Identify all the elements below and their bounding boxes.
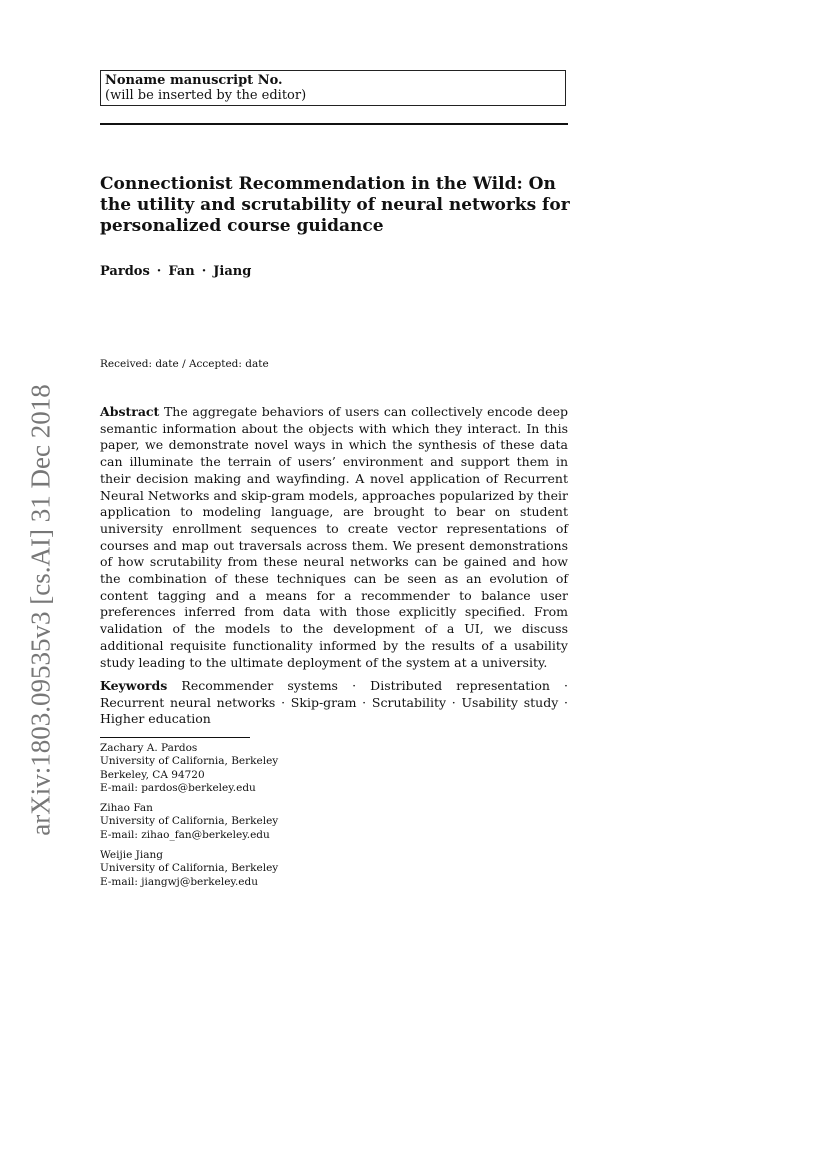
author-list — [100, 264, 251, 279]
author-separator: · — [201, 264, 207, 279]
affiliation-org: University of California, Berkeley — [100, 755, 279, 768]
abstract — [100, 404, 568, 671]
keywords — [100, 678, 568, 728]
author-separator: · — [156, 264, 162, 279]
arxiv-stamp: arXiv:1803.09535v3 [cs.AI] 31 Dec 2018 — [25, 384, 56, 836]
editor-note: (will be inserted by the editor) — [105, 88, 307, 103]
affiliation-city: Berkeley, CA 94720 — [100, 768, 205, 781]
affiliation-fan — [100, 802, 278, 842]
affiliation-email: E-mail: pardos@berkeley.edu — [100, 781, 256, 794]
footnote-rule — [100, 737, 250, 738]
affiliation-name: Zihao Fan — [100, 802, 153, 814]
affiliation-name: Weijie Jiang — [100, 849, 163, 861]
abstract-label: Abstract — [100, 404, 160, 419]
keywords-text: Recommender systems · Distributed representation · Recurrent neural networks · Skip-gram · Scrutability · Usability study · Higher education — [100, 678, 568, 727]
affiliation-org: University of California, Berkeley — [100, 862, 279, 875]
author-name: Jiang — [213, 264, 252, 279]
affiliation-email: E-mail: zihao_fan@berkeley.edu — [100, 828, 270, 841]
received-date: Received: date / Accepted: date — [100, 358, 269, 370]
affiliation-jiang — [100, 849, 278, 889]
manuscript-number: Noname manuscript No. — [105, 73, 283, 88]
paper-title: Connectionist Recommendation in the Wild: On the utility and scrutability of neural networks for personalized course guidance — [100, 174, 570, 236]
header-rule — [100, 123, 568, 125]
affiliation-name: Zachary A. Pardos — [100, 742, 198, 754]
author-name: Fan — [168, 264, 195, 279]
affiliation-pardos — [100, 742, 278, 795]
editor-box — [100, 70, 566, 106]
abstract-text: The aggregate behaviors of users can collectively encode deep semantic information about the objects with which they interact. In this paper, we demonstrate novel ways in which the synthesis of these data can illuminate the terrain of users’ environment and support them in their decision making and wayfinding. A novel application of Recurrent Neural Networks and skip-gram models, approaches popularized by their application to modeling language, are brought to bear on student university enrollment sequences to create vector representations of courses and map out traversals across them. We present demonstrations of how scrutability from these neural networks can be gained and how the combination of these techniques can be seen as an evolution of content tagging and a means for a recommender to balance user preferences inferred from data with those explicitly specified. From validation of the models to the development of a UI, we discuss additional requisite functionality informed by the results of a usability study leading to the ultimate deployment of the system at a university. — [100, 404, 568, 670]
author-name: Pardos — [100, 264, 150, 279]
affiliation-org: University of California, Berkeley — [100, 815, 279, 828]
affiliation-email: E-mail: jiangwj@berkeley.edu — [100, 875, 258, 888]
keywords-label: Keywords — [100, 678, 168, 693]
